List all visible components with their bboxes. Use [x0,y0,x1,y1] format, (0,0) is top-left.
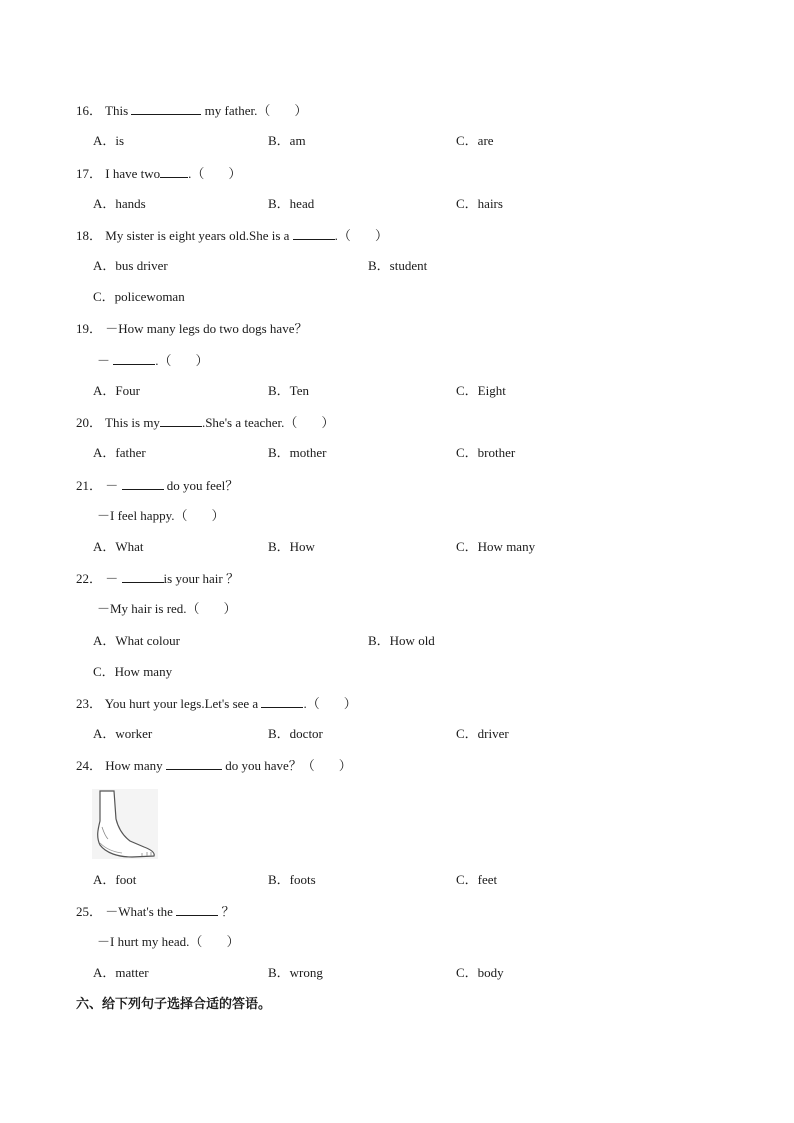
question-23: 23． You hurt your legs.Let's see a .（ ） [76,696,357,711]
option-a[interactable]: A．foot [93,872,137,887]
option-a[interactable]: A．is [93,133,125,148]
option-c[interactable]: C．policewoman [93,289,185,304]
option-b[interactable]: B．student [368,258,428,273]
option-c[interactable]: C．driver [456,726,509,741]
option-a[interactable]: A．hands [93,196,146,211]
question-text: This [105,103,129,118]
option-a[interactable]: A．worker [93,726,153,741]
question-text-end: my father.（ [204,103,271,118]
option-b[interactable]: B．mother [268,445,327,460]
option-a[interactable]: A．bus driver [93,258,168,273]
question-number: 23． [76,696,103,711]
question-19-response: － .（ ） [97,353,209,368]
question-20: 20． This is my .She's a teacher.（ ） [76,415,335,430]
question-text: －How many legs do two dogs have？ [105,321,308,336]
question-25-response: －I hurt my head.（ ） [97,934,240,949]
answer-blank[interactable] [122,570,164,583]
answer-blank[interactable] [160,414,202,427]
answer-blank[interactable] [113,352,155,365]
option-b[interactable]: B．foots [268,872,316,887]
option-c[interactable]: C．Eight [456,383,506,398]
question-text: do you feel？ [166,478,239,493]
question-22: 22． － is your hair ？ [76,571,239,586]
option-c[interactable]: C．are [456,133,494,148]
question-text: I have two [105,166,161,181]
question-text: My sister is eight years old.She is a [105,228,290,243]
question-number: 22． [76,571,103,586]
option-a[interactable]: A．What colour [93,633,181,648]
question-25: 25． －What's the ？ [76,904,235,919]
answer-blank[interactable] [160,165,188,178]
question-number: 25． [76,904,103,919]
question-22-response: －My hair is red.（ ） [97,601,237,616]
question-number: 18． [76,228,103,243]
question-24: 24． How many do you have？（ ） [76,758,352,773]
section-heading: 六、给下列句子选择合适的答语。 [76,997,272,1012]
option-a[interactable]: A．father [93,445,146,460]
question-text: This is my [105,415,160,430]
option-a[interactable]: A．Four [93,383,140,398]
answer-blank[interactable] [261,695,303,708]
option-b[interactable]: B．How [268,539,315,554]
answer-blank[interactable] [122,477,164,490]
foot-image [92,789,158,859]
option-b[interactable]: B．How old [368,633,435,648]
question-text: How many [105,758,163,773]
question-17: 17． I have two .（ ） [76,166,242,181]
option-b[interactable]: B．Ten [268,383,309,398]
question-21-response: －I feel happy.（ ） [97,508,225,523]
answer-blank[interactable] [293,227,335,240]
question-text: You hurt your legs.Let's see a [104,696,259,711]
answer-blank[interactable] [131,102,201,115]
question-19 [76,321,307,337]
question-21: 21． － do you feel？ [76,478,239,493]
question-number: 20． [76,415,103,430]
option-c[interactable]: C．hairs [456,196,503,211]
question-text: is your hair ？ [163,571,239,586]
question-text: －What's the [105,904,173,919]
option-a[interactable]: A．What [93,539,144,554]
option-b[interactable]: B．doctor [268,726,323,741]
option-c[interactable]: C．body [456,965,504,980]
option-c[interactable]: C．brother [456,445,516,460]
question-number: 21． [76,478,103,493]
answer-blank[interactable] [176,903,218,916]
question-18: 18． My sister is eight years old.She is a .（ ） [76,228,388,243]
question-number: 19． [76,321,103,336]
question-16: 16． This my father.（ ） [76,103,308,118]
option-a[interactable]: A．matter [93,965,149,980]
option-b[interactable]: B．am [268,133,306,148]
question-number: 24． [76,758,103,773]
option-b[interactable]: B．wrong [268,965,323,980]
option-b[interactable]: B．head [268,196,315,211]
question-number: 16． [76,103,103,118]
option-c[interactable]: C．feet [456,872,498,887]
option-c[interactable]: C．How many [93,664,173,679]
question-number: 17． [76,166,103,181]
answer-blank[interactable] [166,757,222,770]
option-c[interactable]: C．How many [456,539,536,554]
